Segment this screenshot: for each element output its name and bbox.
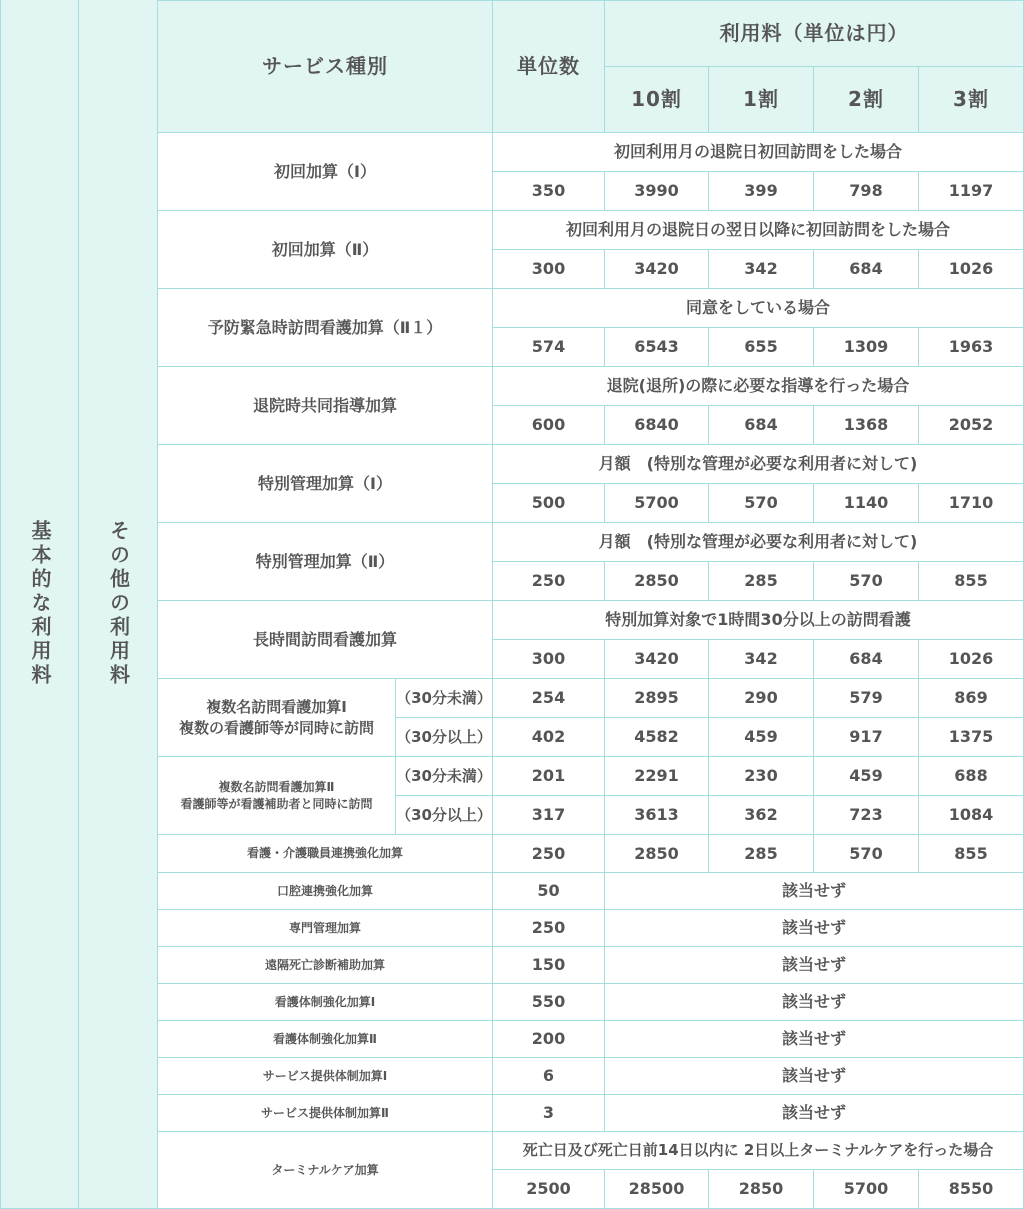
row-name-label: 予防緊急時訪問看護加算（Ⅱ１）	[207, 317, 443, 337]
header-fee-col-label: 10割	[631, 87, 682, 111]
multi1-fee-1: 459	[709, 718, 814, 757]
na-row-note: 該当せず	[605, 984, 1024, 1021]
na-row-note: 該当せず	[605, 1021, 1024, 1058]
multi2-fee-10: 2291	[605, 757, 709, 796]
row-note	[493, 289, 1024, 328]
row-name-label: 長時間訪問看護加算	[252, 629, 397, 649]
row-fee-2: 1140	[814, 484, 919, 523]
na-row-name: 遠隔死亡診断補助加算	[158, 947, 493, 984]
na-row-note: 該当せず	[605, 910, 1024, 947]
multi1-fee-10: 4582	[605, 718, 709, 757]
header-fee-col-3	[919, 67, 1024, 133]
row-units: 600	[493, 406, 605, 445]
row-fee-2: 1368	[814, 406, 919, 445]
multi1-fee-2: 917	[814, 718, 919, 757]
row-fee-10: 3990	[605, 172, 709, 211]
row-name-label: 初回加算（Ⅰ）	[274, 161, 376, 181]
multi2-fee-3: 1084	[919, 796, 1024, 835]
row-note-label: 退院(退所)の際に必要な指導を行った場合	[606, 376, 910, 396]
row-note-label: 特別加算対象で1時間30分以上の訪問看護	[605, 610, 911, 630]
row-note-label: 初回利用月の退院日の翌日以降に初回訪問をした場合	[565, 220, 950, 240]
row-name-label: 特別管理加算（Ⅰ）	[258, 473, 392, 493]
terminal-note: 死亡日及び死亡日前14日以内に 2日以上ターミナルケアを行った場合	[493, 1132, 1024, 1170]
row-fee-2: 798	[814, 172, 919, 211]
row-fee-2: 1309	[814, 328, 919, 367]
cooperation-name: 看護・介護職員連携強化加算	[158, 835, 493, 873]
cooperation-fee-3: 855	[919, 835, 1024, 873]
header-fee-col-label: 1割	[743, 87, 779, 111]
row-units: 500	[493, 484, 605, 523]
na-row-units: 150	[493, 947, 605, 984]
row-note	[493, 601, 1024, 640]
multi2-name-line2: 看護師等が看護補助者と同時に訪問	[180, 796, 373, 811]
na-row-name: 看護体制強化加算Ⅱ	[158, 1021, 493, 1058]
multi1-sub-label: （30分未満）	[396, 679, 493, 718]
row-fee-1: 570	[709, 484, 814, 523]
side-header-basic	[0, 0, 79, 1209]
multi1-units: 254	[493, 679, 605, 718]
multi2-fee-2: 459	[814, 757, 919, 796]
row-fee-10: 6840	[605, 406, 709, 445]
row-fee-2: 570	[814, 562, 919, 601]
row-note	[493, 445, 1024, 484]
row-name-label: 特別管理加算（Ⅱ）	[255, 551, 395, 571]
terminal-fee-10: 28500	[605, 1170, 709, 1209]
multi2-fee-3: 688	[919, 757, 1024, 796]
row-note-label: 同意をしている場合	[685, 298, 830, 318]
row-fee-1: 399	[709, 172, 814, 211]
na-row-name: 専門管理加算	[158, 910, 493, 947]
row-units: 300	[493, 250, 605, 289]
na-row-note: 該当せず	[605, 1095, 1024, 1132]
row-units: 300	[493, 640, 605, 679]
row-fee-10: 2850	[605, 562, 709, 601]
na-row-note: 該当せず	[605, 873, 1024, 910]
row-fee-10: 3420	[605, 640, 709, 679]
na-row-note: 該当せず	[605, 1058, 1024, 1095]
row-note-label: 月額 (特別な管理が必要な利用者に対して)	[598, 454, 918, 474]
row-note-label: 初回利用月の退院日初回訪問をした場合	[613, 142, 902, 162]
row-fee-3: 1026	[919, 250, 1024, 289]
cooperation-units: 250	[493, 835, 605, 873]
multi2-fee-1: 362	[709, 796, 814, 835]
row-fee-1: 342	[709, 250, 814, 289]
na-row-units: 3	[493, 1095, 605, 1132]
header-fee-col-2	[814, 67, 919, 133]
row-fee-3: 1197	[919, 172, 1024, 211]
multi1-fee-1: 290	[709, 679, 814, 718]
row-name-label: 初回加算（Ⅱ）	[271, 239, 379, 259]
terminal-fee-1: 2850	[709, 1170, 814, 1209]
multi2-fee-10: 3613	[605, 796, 709, 835]
header-fee-col-10	[605, 67, 709, 133]
header-fee-col-label: 3割	[953, 87, 989, 111]
row-fee-3: 2052	[919, 406, 1024, 445]
row-note	[493, 211, 1024, 250]
multi2-fee-2: 723	[814, 796, 919, 835]
row-name	[158, 523, 493, 601]
header-fee-col-label: 2割	[848, 87, 884, 111]
header-units-label: 単位数	[517, 54, 580, 78]
row-fee-10: 6543	[605, 328, 709, 367]
row-fee-2: 684	[814, 250, 919, 289]
terminal-fee-2: 5700	[814, 1170, 919, 1209]
cooperation-fee-10: 2850	[605, 835, 709, 873]
cooperation-fee-2: 570	[814, 835, 919, 873]
na-row-units: 50	[493, 873, 605, 910]
multi1-fee-3: 1375	[919, 718, 1024, 757]
na-row-note: 該当せず	[605, 947, 1024, 984]
na-row-units: 200	[493, 1021, 605, 1058]
header-fee-col-1	[709, 67, 814, 133]
row-note	[493, 523, 1024, 562]
row-name	[158, 289, 493, 367]
cooperation-fee-1: 285	[709, 835, 814, 873]
row-note	[493, 367, 1024, 406]
na-row-name: サービス提供体制加算Ⅰ	[158, 1058, 493, 1095]
row-fee-10: 3420	[605, 250, 709, 289]
row-units: 574	[493, 328, 605, 367]
multi2-sub-label: （30分未満）	[396, 757, 493, 796]
row-name	[158, 445, 493, 523]
na-row-name: サービス提供体制加算Ⅱ	[158, 1095, 493, 1132]
row-name	[158, 211, 493, 289]
multi2-units: 317	[493, 796, 605, 835]
row-fee-3: 1710	[919, 484, 1024, 523]
row-fee-1: 285	[709, 562, 814, 601]
terminal-name: ターミナルケア加算	[158, 1132, 493, 1209]
row-fee-3: 855	[919, 562, 1024, 601]
side-header-other-label: その他の利用料	[106, 520, 131, 688]
multi2-name	[158, 757, 396, 835]
multi1-sub-label: （30分以上）	[396, 718, 493, 757]
na-row-units: 6	[493, 1058, 605, 1095]
header-fee-title	[605, 0, 1024, 67]
multi1-fee-2: 579	[814, 679, 919, 718]
na-row-name: 看護体制強化加算Ⅰ	[158, 984, 493, 1021]
na-row-name: 口腔連携強化加算	[158, 873, 493, 910]
multi1-name-line2: 複数の看護師等が同時に訪問	[178, 718, 374, 737]
row-note-label: 月額 (特別な管理が必要な利用者に対して)	[598, 532, 918, 552]
row-fee-1: 684	[709, 406, 814, 445]
na-row-units: 250	[493, 910, 605, 947]
row-fee-1: 655	[709, 328, 814, 367]
row-name-label: 退院時共同指導加算	[252, 395, 397, 415]
multi2-fee-1: 230	[709, 757, 814, 796]
row-fee-3: 1963	[919, 328, 1024, 367]
multi1-name	[158, 679, 396, 757]
row-fee-3: 1026	[919, 640, 1024, 679]
multi1-fee-10: 2895	[605, 679, 709, 718]
multi1-units: 402	[493, 718, 605, 757]
row-fee-10: 5700	[605, 484, 709, 523]
multi1-fee-3: 869	[919, 679, 1024, 718]
header-units	[493, 0, 605, 133]
row-note	[493, 133, 1024, 172]
multi1-name-line1: 複数名訪問看護加算Ⅰ	[206, 698, 347, 717]
row-name	[158, 367, 493, 445]
row-name	[158, 133, 493, 211]
na-row-units: 550	[493, 984, 605, 1021]
terminal-units: 2500	[493, 1170, 605, 1209]
row-name	[158, 601, 493, 679]
header-service-type-label: サービス種別	[262, 54, 388, 78]
row-fee-2: 684	[814, 640, 919, 679]
multi2-units: 201	[493, 757, 605, 796]
side-header-other	[79, 0, 158, 1209]
row-units: 350	[493, 172, 605, 211]
multi2-sub-label: （30分以上）	[396, 796, 493, 835]
multi2-name-line1: 複数名訪問看護加算Ⅱ	[218, 780, 335, 795]
terminal-fee-3: 8550	[919, 1170, 1024, 1209]
row-units: 250	[493, 562, 605, 601]
row-fee-1: 342	[709, 640, 814, 679]
side-header-basic-label: 基本的な利用料	[28, 520, 52, 688]
header-fee-title-label: 利用料（単位は円）	[719, 21, 909, 45]
header-service-type	[158, 0, 493, 133]
